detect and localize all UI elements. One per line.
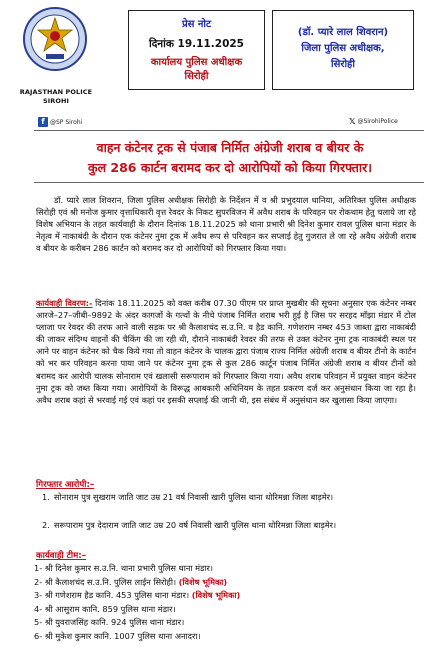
headline-top-divider [34,130,424,131]
x-icon: 𝕏 [349,117,356,126]
headline-bottom-divider [34,182,424,183]
headline [36,138,424,178]
sp-line2: जिला पुलिस अधीक्षक, [301,43,385,54]
press-note-box [128,10,265,90]
sp-line3: सिरोही [331,59,355,70]
team-member [34,630,414,644]
action-detail-paragraph [36,297,416,406]
action-detail-text: दिनांक 18.11.2025 को वक्त करीब 07.30 पीएम पर प्राप्त मुखबीर की सूचना अनुसार एक कंटेनर नम्बर आरजे–27–जीबी–9892 के अंदर कागजों के गत्थों के नीचे पंजाब निर्मित शराब भरी हुई है जिस पर सरहद माँझा मंडार में टोल प्लाजा पर रेवदर की तरफ आने वाली सड़क पर श्री कैलाशचंद स.उ.नि. व हैड कानि. गणेशराम नम्बर 453 जाब्ता द्वारा नाकाबंदी की जाकर संदिग्ध वाहनों की चैकिंग की जा रही थी, दौराने नाकाबंदी रेवदर की तरफ से उक्त कंटेनर नुमा ट्रक नाकाबंदी स्थल पर आने पर वाहन कंटेनर को चैक किये गया तो वाहन कंटेनर के चालक द्वारा पंजाब राज्य निर्मित अंग्रेजी शराब व बीयर टीनो के कार्टन को भर कर परिवहन करना पाया जाने पर कंटेनर नुमा ट्रक से कुल 286 कार्टून पंजाब निर्मित अंग्रेजी शराब व बीयर टीनों को बरामद कर आरोपी चालक सोनाराम एवं खलासी सरूपाराम को गिरफ्तार किया गया। अवैध शराब परिवहन में प्रयुक्त वाहन कंटेनर नुमा ट्रक को जब्त किया गया। आरोपियों के विरूद्ध आबकारी अधिनियम के तहत प्रकरण दर्ज कर अनुसंधान किया जा रहा है। अवैध शराब कहां से भरवाई गई एवं कहां पर इसकी सप्लाई की जानी थी, इस संबंध में अनुसंधान कर खुलासा किया जाएगा। [36,298,416,405]
logo-label-line1: RAJASTHAN POLICE [19,88,93,96]
arrested-accused-heading: गिरफ्तार आरोपी:– [36,480,95,490]
sp-line1: (डॉ. प्यारे लाल शिवरान) [297,27,389,38]
team-member [34,616,414,630]
action-team-list [34,562,414,643]
accused-number: 1. [42,492,50,502]
logo-label-line2: SIROHI [42,97,70,105]
office-line1: कार्यालय पुलिस अधीक्षक [150,57,243,68]
team-member-text: 5- श्री युवराजसिंह कानि. 924 पुलिस थाना मंडार। [34,617,185,627]
facebook-handle [38,117,82,127]
press-note-title: प्रेस नोट [181,19,212,30]
facebook-handle-text: @SP Sirohi [50,118,83,126]
special-role-tag: (विशेष भूमिका) [178,576,228,587]
team-member [34,589,414,603]
office-line2: सिरोही [184,71,209,82]
team-member-text: 4- श्री आसुराम कानि. 859 पुलिस थाना मंडार। [34,603,176,614]
accused-number: 2. [42,520,50,530]
team-member [34,603,414,617]
headline-line1: वाहन कंटेनर ट्रक से पंजाब निर्मित अंग्रेजी शराब व बीयर के [96,140,364,155]
special-role-tag: (विशेष भूमिका) [191,590,241,600]
accused-item [42,491,414,504]
headline-line2: कुल 286 कार्टन बरामद कर दो आरोपियों को किया गिरफ्तार। [87,160,373,175]
team-member-text: 2- श्री कैलाशचंद स.उ.नि. पुलिस लाईन सिरोही। [34,576,177,587]
team-member [34,576,414,590]
accused-text: सरूपाराम पुत्र देदाराम जाति जाट उम्र 20 वर्ष निवासी खारी पुलिस थाना धोरिमन्ना जिला बाड़मेर। [54,520,337,530]
office-name [129,56,264,84]
press-note-header [0,0,432,140]
action-detail-label: कार्यवाही विवरण:- [36,298,93,308]
intro-paragraph: डॉ. प्यारे लाल शिवरान, जिला पुलिस अधीक्षक सिरोही के निर्देशन में व श्री प्रभुदयाल धानिया, अतिरिक्त पुलिस अधीक्षक सिरोही एवं श्री मनोज कुमार वृत्ताधिकारी वृत्त रेवदर के निकट सुपरविजन में अवैध शराब के परिवहन पर रोकथाम हेतु चलाये जा रहे विशेष अभियान के तहत कार्यवाही के दौरान दिनांक 18.11.2025 को थाना प्रभारी श्री दिनेश कुमार रावल पुलिस थाना मंडार के नेतृत्व में नाकाबंदी के दौरान एक कंटेनर नुमा ट्रक में अवैध रूप से परिवहन कर सप्लाई हेतु गुजरात ले जा रहे अवैध अंग्रेजी शराब व बीयर के करीबन 286 कार्टन को बरामद कर दो आरोपियों को गिरफ्तार किया गया। [36,195,416,254]
rajasthan-police-emblem-icon [22,6,88,72]
team-member [34,562,414,576]
superintendent-box [272,10,414,90]
accused-text: सोनाराम पुत्र सुखराम जाति जाट उम्र 21 वर्ष निवासी खारी पुलिस थाना धोरिमन्ना जिला बाड़मेर। [54,492,334,502]
team-member-text: 1- श्री दिनेश कुमार स.उ.नि. थाना प्रभारी पुलिस थाना मंडार। [34,563,213,573]
superintendent-name [273,25,413,73]
team-member-text: 6- श्री मुकेश कुमार कानि. 1007 पुलिस थाना अनादरा। [34,630,201,641]
x-handle [349,117,398,126]
action-team-heading: कार्यवाही टीम:– [36,551,87,561]
press-note-date: दिनांक 19.11.2025 [149,38,244,50]
facebook-icon: f [38,117,48,127]
x-handle-text: @SirohiPolice [357,118,398,125]
team-member-text: 3- श्री गणेशराम हैड कानि. 453 पुलिस थाना मंडार। [34,590,190,600]
accused-item [42,519,414,532]
